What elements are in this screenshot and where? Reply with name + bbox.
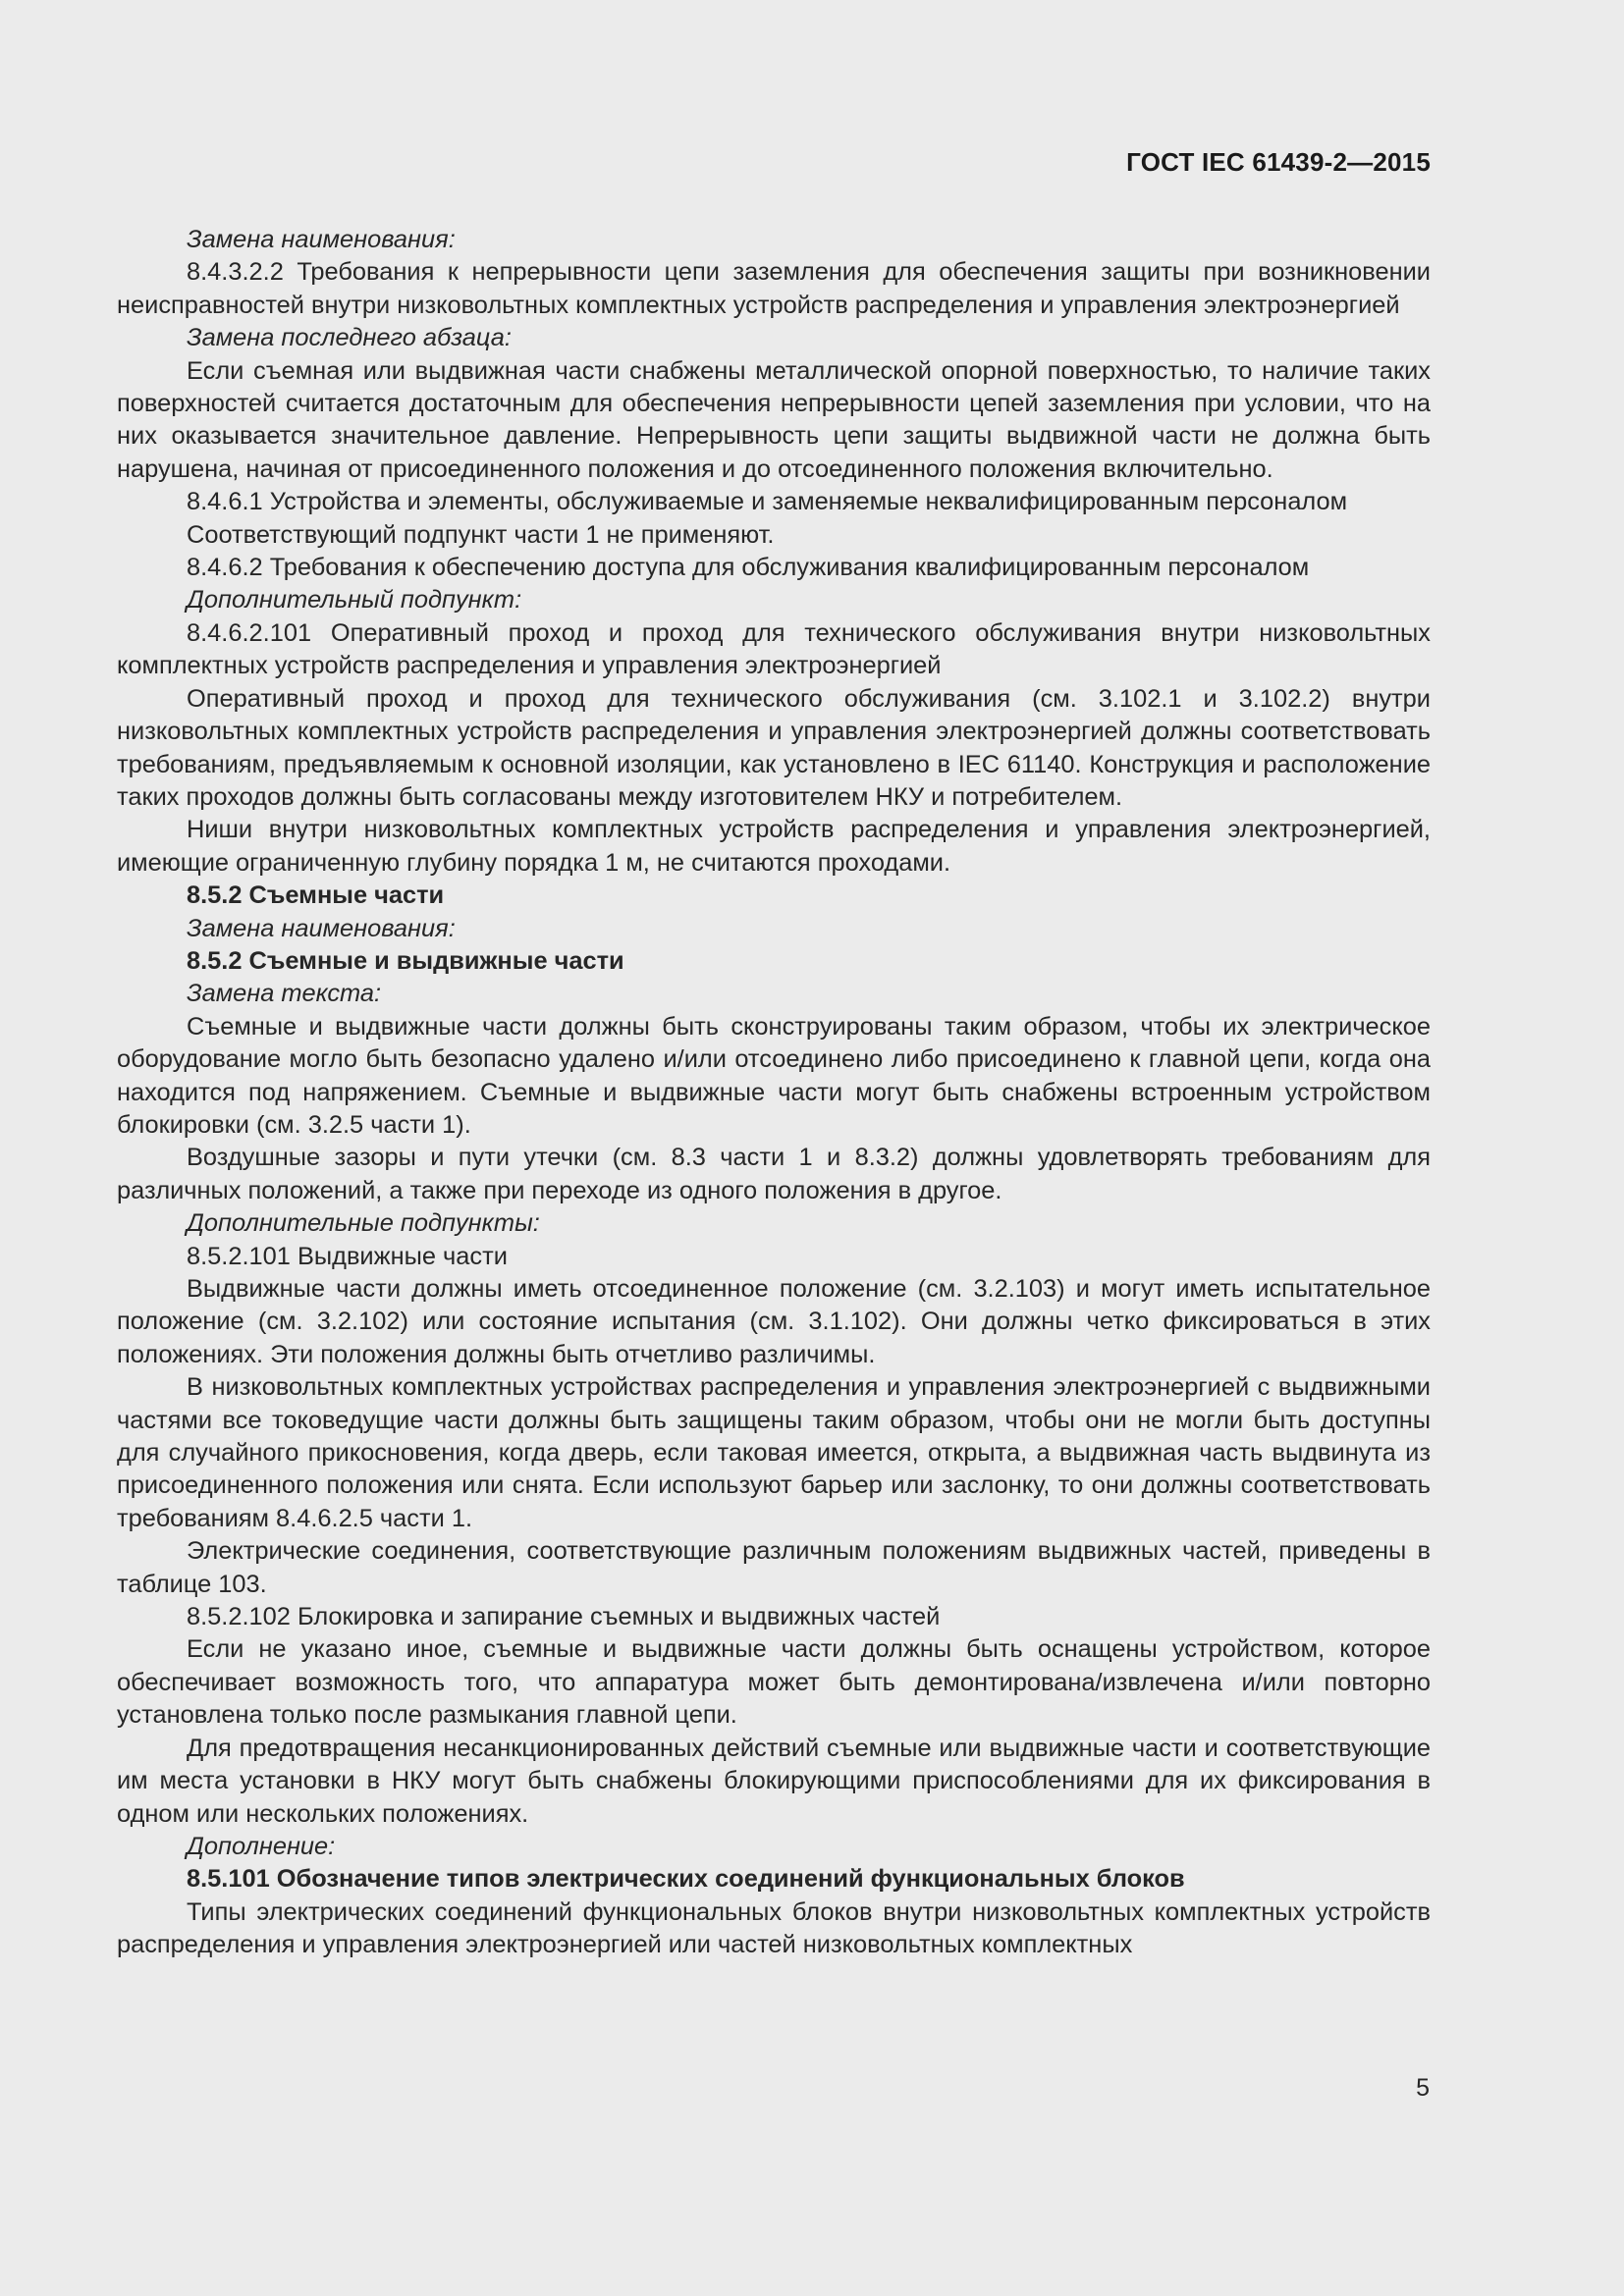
paragraph-additional-subclauses-note: Дополнительные подпункты: [187,1209,540,1238]
paragraph-addition-note: Дополнение: [187,1832,336,1860]
heading-8-5-2: 8.5.2 Съемные части [187,881,445,910]
paragraph-replace-text-note: Замена текста: [187,980,382,1008]
paragraph-clearances: Воздушные зазоры и пути утечки (см. 8.3 части 1 и 8.3.2) должны удовлетворять требованиям для различных положений, а также при переходе из одного положения в другое. [117,1144,1431,1204]
paragraph-locking-provisions: Для предотвращения несанкционированных действий съемные или выдвижные части и соответствующие им места установки в НКУ могут быть снабжены блокирующими приспособлениями для их фиксирования в одном или нескольких положениях. [117,1734,1431,1828]
paragraph-live-parts-protection: В низковольтных комплектных устройствах распределения и управления электроэнергией с выдвижными частями все токоведущие части должны быть защищены таким образом, чтобы они не могли быть доступны для случайного прикосновения, когда дверь, если таковая имеется, открыта, а выдвижная часть выдвинута из присоединенного положения или снята. Если используют барьер или заслонку, то они должны соответствовать требованиям 8.4.6.2.5 части 1. [117,1373,1431,1532]
document-code-header: ГОСТ IEC 61439-2—2015 [1126,147,1431,177]
paragraph-8-4-6-2: 8.4.6.2 Требования к обеспечению доступа для обслуживания квалифицированным персоналом [187,554,1310,582]
paragraph-withdrawable-positions: Выдвижные части должны иметь отсоединенное положение (см. 3.2.103) и могут иметь испытательное положение (см. 3.2.102) или состояние испытания (см. 3.1.102). Они должны четко фиксироваться в этих положениях. Эти положения должны быть отчетливо различимы. [117,1275,1431,1368]
paragraph-not-applied: Соответствующий подпункт части 1 не применяют. [187,520,775,549]
paragraph-additional-subclause-note: Дополнительный подпункт: [187,586,522,614]
page-body [117,224,1431,1962]
paragraph-replace-title-note-2: Замена наименования: [187,914,456,942]
heading-8-5-2-new: 8.5.2 Съемные и выдвижные части [187,946,624,975]
heading-8-5-101: 8.5.101 Обозначение типов электрических соединений функциональных блоков [187,1865,1185,1894]
heading-8-5-2-102: 8.5.2.102 Блокировка и запирание съемных и выдвижных частей [187,1603,941,1631]
paragraph-8-4-6-1: 8.4.6.1 Устройства и элементы, обслуживаемые и заменяемые неквалифицированным персоналом [187,488,1348,516]
paragraph-replace-last-para-note: Замена последнего абзаца: [187,324,512,352]
paragraph-8-4-3-2-2: 8.4.3.2.2 Требования к непрерывности цепи заземления для обеспечения защиты при возникновении неисправностей внутри низковольтных комплектных устройств распределения и управления электроэнергией [117,258,1431,319]
heading-8-5-2-101: 8.5.2.101 Выдвижные части [187,1242,508,1270]
paragraph-removable-parts: Съемные и выдвижные части должны быть сконструированы таким образом, чтобы их электрическое оборудование могло быть безопасно удалено и/или отсоединено либо присоединено к главной цепи, когда она находится под напряжением. Съемные и выдвижные части могут быть снабжены встроенным устройством блокировки (см. 3.2.5 части 1). [117,1012,1431,1139]
page-number: 5 [1416,2074,1430,2102]
paragraph-replace-title-note: Замена наименования: [187,226,456,253]
paragraph-passage-requirements: Оперативный проход и проход для технического обслуживания (см. 3.102.1 и 3.102.2) внутри низковольтных комплектных устройств распределения и управления электроэнергией должны соответствовать требованиям, предъявляемым к основной изоляции, как установлено в IEC 61140. Конструкция и расположение таких проходов должны быть согласованы между изготовителем НКУ и потребителем. [117,684,1431,811]
paragraph-8-4-6-2-101: 8.4.6.2.101 Оперативный проход и проход для технического обслуживания внутри низковольтных комплектных устройств распределения и управления электроэнергией [117,618,1431,680]
paragraph-grounding-continuity: Если съемная или выдвижная части снабжены металлической опорной поверхностью, то наличие таких поверхностей считается достаточным для обеспечения непрерывности цепей заземления при условии, что на них оказывается значительное давление. Непрерывность цепи защиты выдвижной части не должна быть нарушена, начиная от присоединенного положения и до отсоединенного положения включительно. [117,356,1431,483]
paragraph-interlock-device: Если не указано иное, съемные и выдвижные части должны быть оснащены устройством, которое обеспечивает возможность того, что аппаратура может быть демонтирована/извлечена и/или повторно установлена только после размыкания главной цепи. [117,1635,1431,1730]
paragraph-niches: Ниши внутри низковольтных комплектных устройств распределения и управления электроэнергией, имеющие ограниченную глубину порядка 1 м, не считаются проходами. [117,816,1431,877]
paragraph-electrical-connections: Электрические соединения, соответствующие различным положениям выдвижных частей, приведены в таблице 103. [117,1537,1431,1598]
paragraph-connection-types: Типы электрических соединений функциональных блоков внутри низковольтных комплектных устройств распределения и управления электроэнергией или частей низковольтных комплектных [117,1897,1431,1959]
